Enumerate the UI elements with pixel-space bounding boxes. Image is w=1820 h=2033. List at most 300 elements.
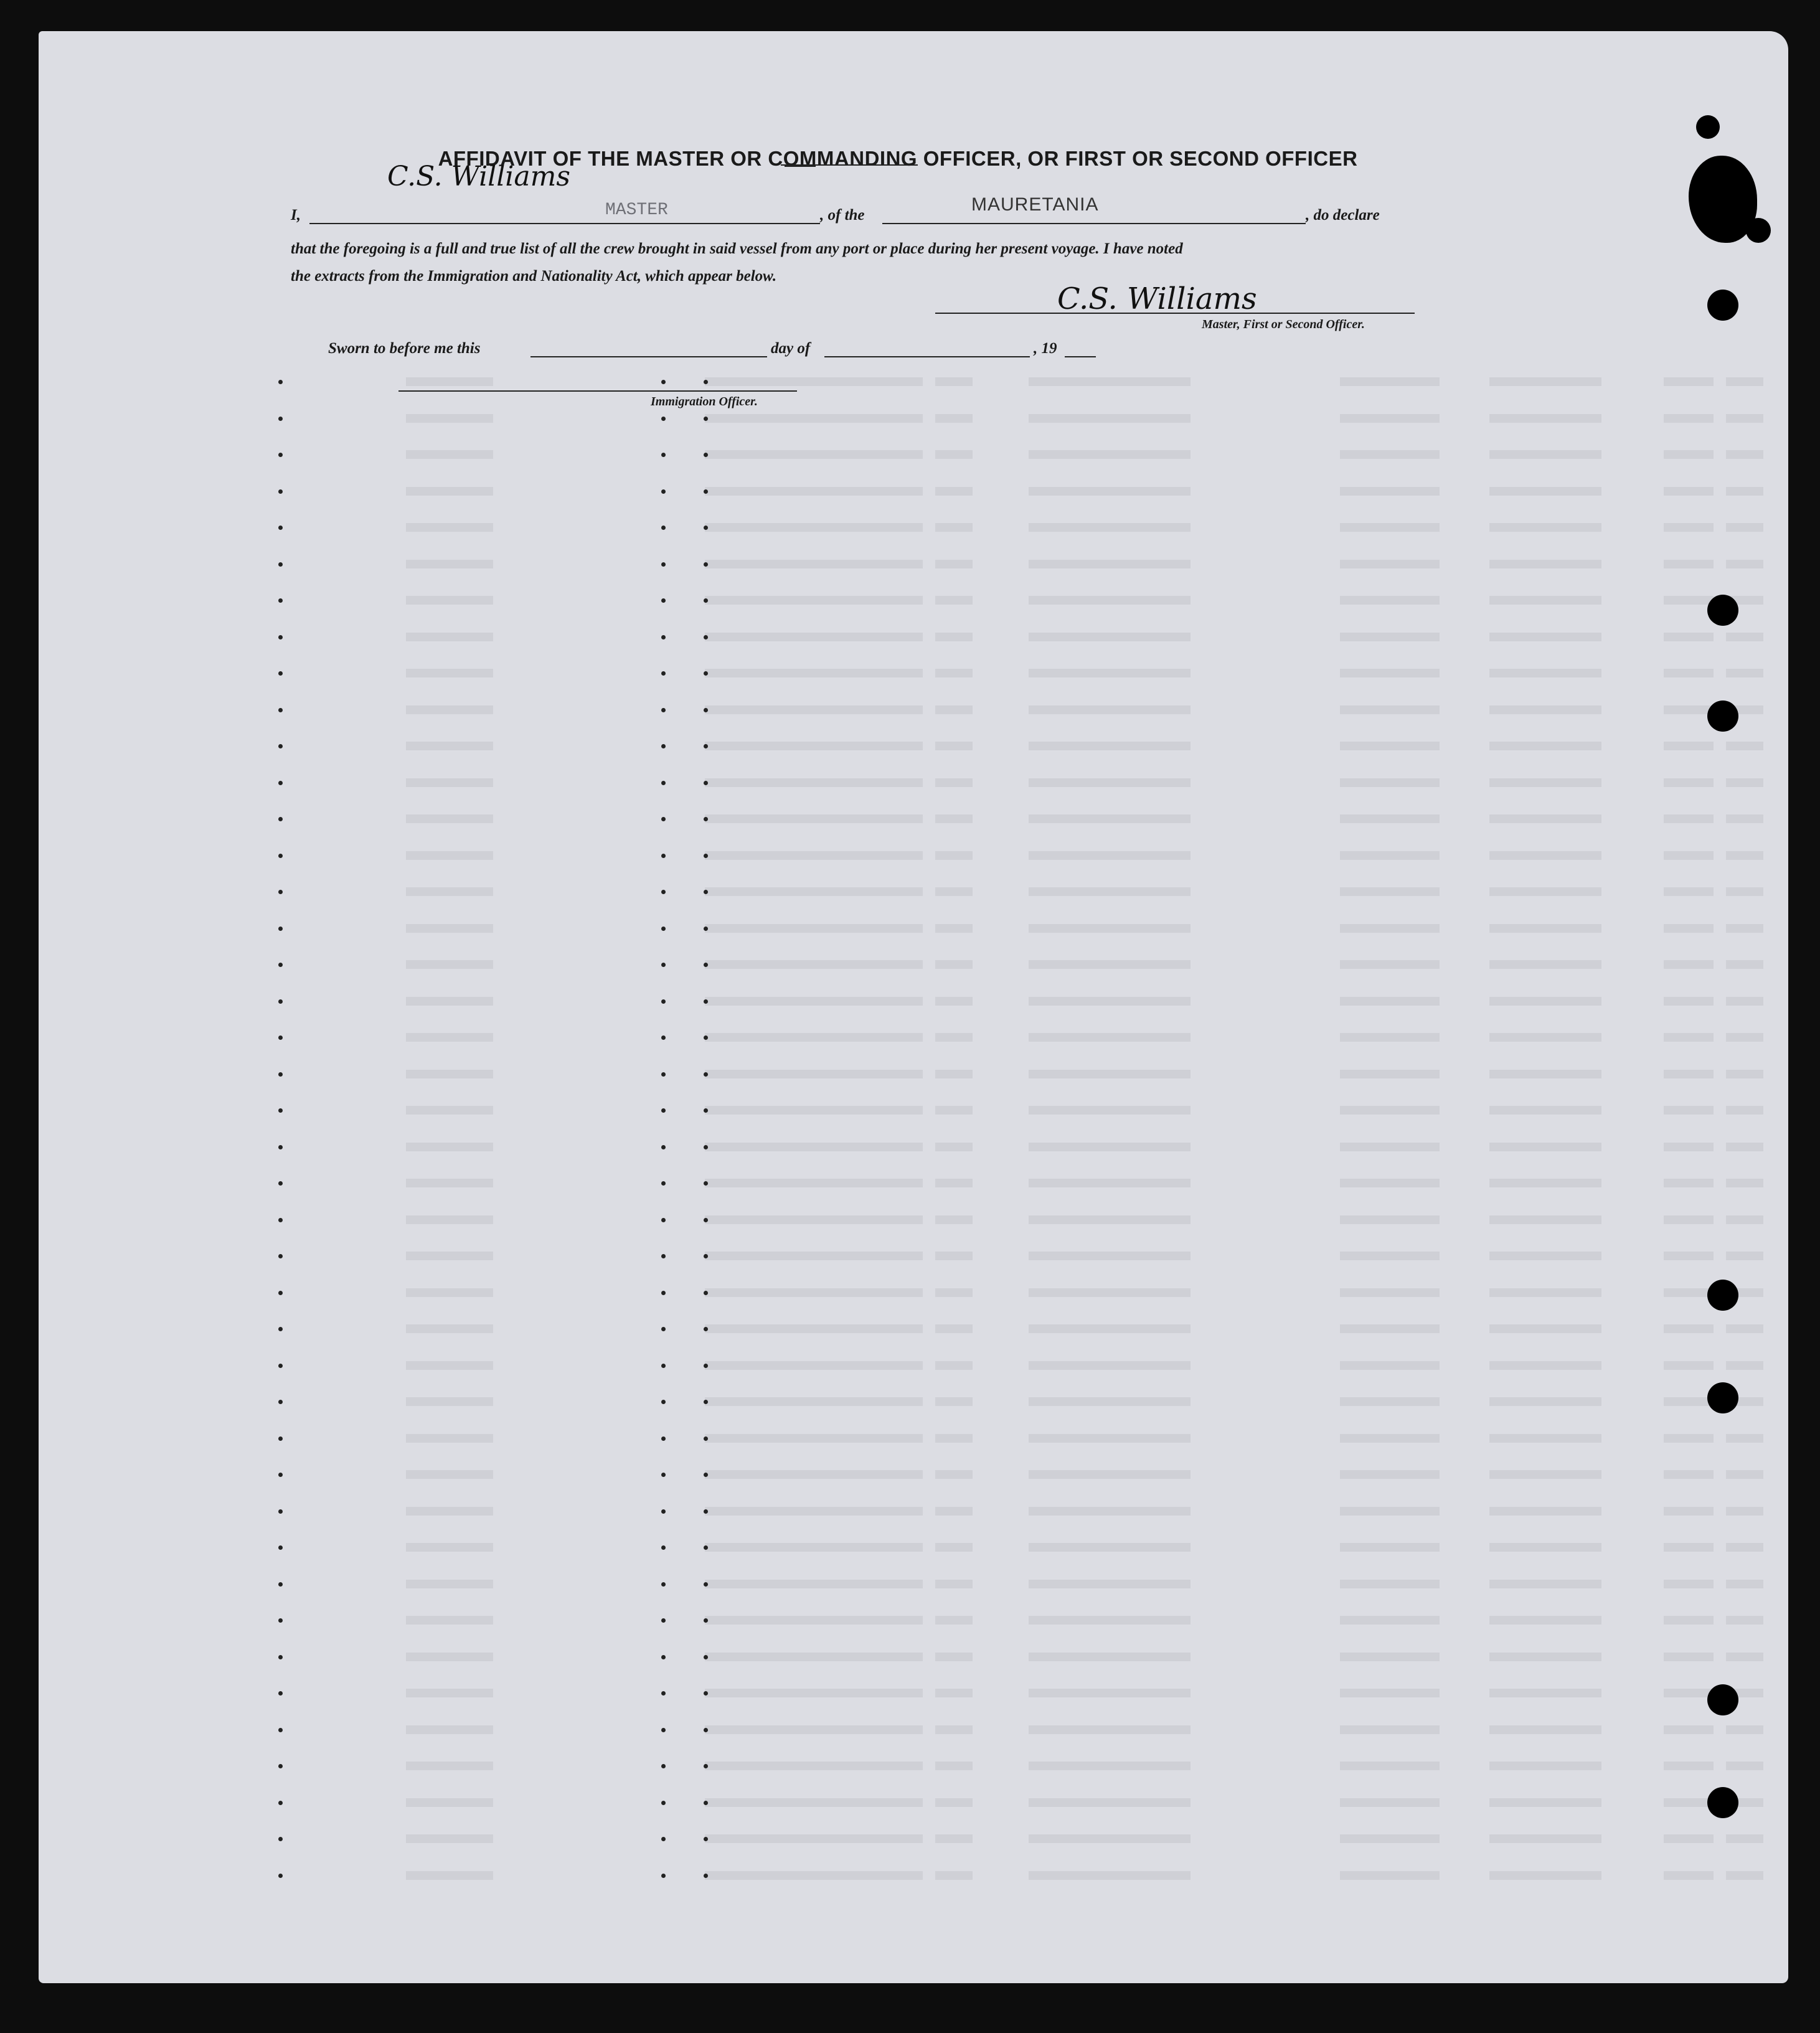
bleed-through-mark xyxy=(1664,887,1714,896)
bleed-through-mark xyxy=(1340,1689,1440,1697)
row-mark xyxy=(278,1400,283,1404)
row-mark xyxy=(661,453,666,457)
bleed-through-mark xyxy=(406,450,493,459)
bleed-through-mark xyxy=(1489,1653,1601,1661)
bleed-through-mark xyxy=(1489,1179,1601,1187)
bleed-through-mark xyxy=(1029,1580,1191,1588)
bleed-through-mark xyxy=(935,487,973,496)
punch-hole xyxy=(1707,1684,1738,1715)
bleed-through-mark xyxy=(406,1725,493,1734)
bleed-through-mark xyxy=(1340,633,1440,641)
bleed-through-mark xyxy=(406,1324,493,1333)
bleed-through-mark xyxy=(1029,1215,1191,1224)
bleed-through-mark xyxy=(406,633,493,641)
bleed-through-mark xyxy=(935,705,973,714)
bleed-through-mark xyxy=(1029,1507,1191,1516)
bleed-through-mark xyxy=(1664,1106,1714,1115)
bleed-through-mark xyxy=(1340,1033,1440,1042)
bleed-through-row xyxy=(306,1793,1738,1814)
row-mark xyxy=(704,1436,708,1441)
bleed-through-mark xyxy=(935,414,973,423)
bleed-through-mark xyxy=(406,377,493,386)
bleed-through-mark xyxy=(705,1324,798,1333)
bleed-through-mark xyxy=(406,596,493,605)
row-mark xyxy=(704,1764,708,1768)
row-mark xyxy=(278,1509,283,1514)
row-mark xyxy=(704,453,708,457)
row-mark xyxy=(704,927,708,931)
bleed-through-mark xyxy=(798,487,923,496)
bleed-through-mark xyxy=(1340,1252,1440,1260)
row-mark xyxy=(278,1545,283,1550)
bleed-through-mark xyxy=(1489,1580,1601,1588)
row-mark xyxy=(278,1108,283,1113)
bleed-through-mark xyxy=(705,523,798,532)
bleed-through-mark xyxy=(798,1252,923,1260)
bleed-through-mark xyxy=(935,1397,973,1406)
bleed-through-mark xyxy=(1726,1033,1763,1042)
bleed-through-row xyxy=(306,1319,1738,1341)
bleed-through-mark xyxy=(1726,669,1763,677)
row-mark xyxy=(661,1364,666,1368)
row-mark xyxy=(278,1436,283,1441)
bleed-through-mark xyxy=(705,1725,798,1734)
bleed-through-mark xyxy=(1664,1653,1714,1661)
bleed-through-mark xyxy=(935,997,973,1006)
bleed-through-mark xyxy=(1664,1397,1714,1406)
row-mark xyxy=(661,1254,666,1258)
row-mark xyxy=(661,417,666,421)
bleed-through-mark xyxy=(1664,1252,1714,1260)
bleed-through-mark xyxy=(1664,1762,1714,1770)
bleed-through-mark xyxy=(798,596,923,605)
bleed-through-row xyxy=(306,1502,1738,1523)
row-mark xyxy=(704,635,708,639)
bleed-through-mark xyxy=(1340,851,1440,860)
bleed-through-mark xyxy=(1489,1070,1601,1078)
bleed-through-mark xyxy=(1726,1834,1763,1843)
bleed-through-mark xyxy=(798,887,923,896)
bleed-through-mark xyxy=(1489,414,1601,423)
bleed-through-row xyxy=(306,445,1738,466)
bleed-through-mark xyxy=(935,1653,973,1661)
bleed-through-mark xyxy=(935,1762,973,1770)
row-mark xyxy=(704,744,708,748)
bleed-through-mark xyxy=(1726,1871,1763,1880)
bleed-through-mark xyxy=(705,1653,798,1661)
bleed-through-mark xyxy=(1489,814,1601,823)
bleed-through-mark xyxy=(1340,1470,1440,1479)
row-mark xyxy=(704,1327,708,1331)
bleed-through-row xyxy=(306,1757,1738,1778)
row-mark xyxy=(704,708,708,712)
row-mark xyxy=(661,1728,666,1732)
bleed-through-mark xyxy=(1489,1871,1601,1880)
bleed-through-mark xyxy=(705,1580,798,1588)
bleed-through-mark xyxy=(798,1798,923,1807)
signature-line xyxy=(935,313,1415,314)
bleed-through-mark xyxy=(1029,633,1191,641)
row-mark xyxy=(704,1618,708,1623)
bleed-through-mark xyxy=(406,1179,493,1187)
bleed-through-row xyxy=(306,809,1738,831)
bleed-through-mark xyxy=(1664,1616,1714,1625)
bleed-through-row xyxy=(306,1866,1738,1887)
bleed-through-mark xyxy=(406,1616,493,1625)
bleed-through-mark xyxy=(406,851,493,860)
bleed-through-mark xyxy=(1726,1507,1763,1516)
row-mark xyxy=(704,1181,708,1186)
bleed-through-mark xyxy=(935,1070,973,1078)
bleed-through-mark xyxy=(1340,1762,1440,1770)
bleed-through-row xyxy=(306,1356,1738,1377)
bleed-through-mark xyxy=(1489,1324,1601,1333)
bleed-through-mark xyxy=(798,742,923,750)
row-mark xyxy=(278,927,283,931)
bleed-through-mark xyxy=(1029,705,1191,714)
punch-hole xyxy=(1707,290,1738,321)
bleed-through-mark xyxy=(1340,742,1440,750)
bleed-through-row xyxy=(306,518,1738,539)
bleed-through-mark xyxy=(1726,1543,1763,1552)
bleed-through-mark xyxy=(1340,1288,1440,1297)
row-mark xyxy=(704,1655,708,1659)
bleed-through-mark xyxy=(1726,924,1763,933)
row-mark xyxy=(704,489,708,494)
bleed-through-mark xyxy=(1029,487,1191,496)
bleed-through-mark xyxy=(1029,1033,1191,1042)
row-mark xyxy=(278,1254,283,1258)
row-mark xyxy=(661,598,666,603)
signature-bottom: C.S. Williams xyxy=(1057,281,1257,316)
bleed-through-mark xyxy=(1340,1143,1440,1151)
row-mark xyxy=(704,526,708,530)
bleed-through-mark xyxy=(1029,742,1191,750)
bleed-through-mark xyxy=(1726,523,1763,532)
row-mark xyxy=(661,999,666,1004)
bleed-through-row xyxy=(306,992,1738,1013)
row-mark xyxy=(704,1291,708,1295)
bleed-through-mark xyxy=(705,1434,798,1443)
bleed-through-mark xyxy=(1340,887,1440,896)
bleed-through-mark xyxy=(1029,924,1191,933)
bleed-through-mark xyxy=(798,1543,923,1552)
row-mark xyxy=(661,380,666,384)
bleed-through-mark xyxy=(406,705,493,714)
bleed-through-mark xyxy=(705,669,798,677)
bleed-through-mark xyxy=(1726,1434,1763,1443)
row-mark xyxy=(704,854,708,858)
bleed-through-mark xyxy=(935,1324,973,1333)
bleed-through-row xyxy=(306,1138,1738,1159)
bleed-through-row xyxy=(306,737,1738,758)
bleed-through-mark xyxy=(705,1834,798,1843)
bleed-through-mark xyxy=(1664,669,1714,677)
statement-line-2: the extracts from the Immigration and Nationality Act, which appear below. xyxy=(291,268,777,285)
bleed-through-row xyxy=(306,409,1738,430)
bleed-through-mark xyxy=(1340,414,1440,423)
bleed-through-mark xyxy=(1664,742,1714,750)
bleed-through-mark xyxy=(1664,814,1714,823)
vessel-stamp: MAURETANIA xyxy=(971,194,1099,215)
i-label: I, xyxy=(291,207,301,224)
bleed-through-mark xyxy=(1664,377,1714,386)
bleed-through-mark xyxy=(1340,778,1440,787)
bleed-through-mark xyxy=(1664,1324,1714,1333)
row-mark xyxy=(278,1582,283,1587)
bleed-through-mark xyxy=(798,1215,923,1224)
bleed-through-row xyxy=(306,1028,1738,1049)
rank-typed: MASTER xyxy=(605,200,668,220)
bleed-through-mark xyxy=(1029,960,1191,969)
ink-blot xyxy=(1696,115,1720,139)
bleed-through-mark xyxy=(1029,560,1191,568)
row-mark xyxy=(661,854,666,858)
bleed-through-mark xyxy=(406,814,493,823)
bleed-through-mark xyxy=(935,1798,973,1807)
bleed-through-mark xyxy=(1664,1288,1714,1297)
bleed-through-mark xyxy=(1489,997,1601,1006)
bleed-through-row xyxy=(306,1429,1738,1450)
bleed-through-mark xyxy=(1664,1070,1714,1078)
row-mark xyxy=(278,854,283,858)
bleed-through-mark xyxy=(1340,1543,1440,1552)
bleed-through-mark xyxy=(1664,1725,1714,1734)
bleed-through-mark xyxy=(1340,1580,1440,1588)
bleed-through-mark xyxy=(1340,523,1440,532)
bleed-through-mark xyxy=(406,960,493,969)
bleed-through-mark xyxy=(1726,1762,1763,1770)
bleed-through-mark xyxy=(1340,997,1440,1006)
bleed-through-mark xyxy=(705,1252,798,1260)
bleed-through-mark xyxy=(798,1689,923,1697)
bleed-through-mark xyxy=(1340,1106,1440,1115)
bleed-through-mark xyxy=(1726,1252,1763,1260)
bleed-through-mark xyxy=(1726,1143,1763,1151)
bleed-through-mark xyxy=(1029,1543,1191,1552)
row-mark xyxy=(278,1364,283,1368)
bleed-through-mark xyxy=(935,1215,973,1224)
bleed-through-mark xyxy=(798,1361,923,1370)
row-mark xyxy=(278,1327,283,1331)
bleed-through-mark xyxy=(1489,1288,1601,1297)
bleed-through-mark xyxy=(705,596,798,605)
row-mark xyxy=(278,1618,283,1623)
bleed-through-mark xyxy=(1489,1215,1601,1224)
bleed-through-mark xyxy=(1664,1434,1714,1443)
bleed-through-mark xyxy=(1489,633,1601,641)
bleed-through-mark xyxy=(1664,633,1714,641)
bleed-through-mark xyxy=(1489,924,1601,933)
bleed-through-mark xyxy=(406,1106,493,1115)
bleed-through-row xyxy=(306,628,1738,649)
bleed-through-row xyxy=(306,1174,1738,1195)
bleed-through-mark xyxy=(1489,705,1601,714)
row-mark xyxy=(661,817,666,821)
bleed-through-mark xyxy=(1726,377,1763,386)
row-mark xyxy=(661,1764,666,1768)
bleed-through-mark xyxy=(798,633,923,641)
bleed-through-mark xyxy=(705,1397,798,1406)
row-mark xyxy=(661,1108,666,1113)
day-of-label: day of xyxy=(771,340,811,357)
bleed-through-row xyxy=(306,1575,1738,1596)
bleed-through-mark xyxy=(406,1689,493,1697)
bleed-through-mark xyxy=(1029,1397,1191,1406)
bleed-through-row xyxy=(306,1684,1738,1705)
bleed-through-mark xyxy=(705,1543,798,1552)
of-the-label: , of the xyxy=(820,207,865,224)
bleed-through-mark xyxy=(798,377,923,386)
row-mark xyxy=(661,1801,666,1805)
bleed-through-row xyxy=(306,882,1738,903)
bleed-through-mark xyxy=(705,778,798,787)
bleed-through-mark xyxy=(1664,1543,1714,1552)
punch-hole xyxy=(1707,1280,1738,1311)
bleed-through-mark xyxy=(1726,1580,1763,1588)
bleed-through-mark xyxy=(935,450,973,459)
bleed-through-mark xyxy=(1489,487,1601,496)
row-mark xyxy=(704,1254,708,1258)
bleed-through-mark xyxy=(406,1834,493,1843)
bleed-through-mark xyxy=(798,960,923,969)
bleed-through-mark xyxy=(1029,1143,1191,1151)
bleed-through-mark xyxy=(705,1215,798,1224)
row-mark xyxy=(704,1545,708,1550)
bleed-through-mark xyxy=(406,742,493,750)
bleed-through-mark xyxy=(406,1397,493,1406)
statement-line-1: that the foregoing is a full and true list of all the crew brought in said vessel from any port or place during her present voyage. I have noted xyxy=(291,240,1183,257)
bleed-through-row xyxy=(306,1720,1738,1742)
bleed-through-mark xyxy=(1664,523,1714,532)
bleed-through-mark xyxy=(406,1434,493,1443)
bleed-through-mark xyxy=(798,814,923,823)
bleed-through-mark xyxy=(935,778,973,787)
bleed-through-mark xyxy=(705,560,798,568)
bleed-through-mark xyxy=(406,669,493,677)
row-mark xyxy=(661,489,666,494)
bleed-through-mark xyxy=(935,924,973,933)
row-mark xyxy=(704,562,708,567)
row-mark xyxy=(661,1218,666,1222)
bleed-through-mark xyxy=(1029,377,1191,386)
bleed-through-row xyxy=(306,1392,1738,1413)
bleed-through-mark xyxy=(705,887,798,896)
bleed-through-mark xyxy=(705,851,798,860)
bleed-through-mark xyxy=(1489,960,1601,969)
affidavit-title: AFFIDAVIT OF THE MASTER OR COMMANDING OFFICER, OR FIRST OR SECOND OFFICER xyxy=(438,147,1358,170)
bleed-through-mark xyxy=(705,1033,798,1042)
bleed-through-row xyxy=(306,846,1738,867)
bleed-through-mark xyxy=(1489,1470,1601,1479)
ink-blot xyxy=(1746,218,1771,243)
row-mark xyxy=(661,744,666,748)
name-line xyxy=(309,223,820,224)
bleed-through-mark xyxy=(1489,1361,1601,1370)
bleed-through-mark xyxy=(935,851,973,860)
row-mark xyxy=(704,1509,708,1514)
bleed-through-mark xyxy=(1726,960,1763,969)
bleed-through-mark xyxy=(1489,1543,1601,1552)
bleed-through-mark xyxy=(1726,560,1763,568)
bleed-through-mark xyxy=(1029,1653,1191,1661)
bleed-through-mark xyxy=(798,1070,923,1078)
bleed-through-mark xyxy=(1029,1725,1191,1734)
bleed-through-mark xyxy=(1340,1616,1440,1625)
row-mark xyxy=(278,817,283,821)
bleed-through-mark xyxy=(1664,924,1714,933)
bleed-through-mark xyxy=(1029,1288,1191,1297)
punch-hole xyxy=(1707,700,1738,732)
bleed-through-mark xyxy=(1664,1871,1714,1880)
bleed-through-mark xyxy=(705,1106,798,1115)
bleed-through-mark xyxy=(1726,1616,1763,1625)
bleed-through-mark xyxy=(798,997,923,1006)
row-mark xyxy=(661,1837,666,1841)
row-mark xyxy=(704,1801,708,1805)
bleed-through-mark xyxy=(705,1361,798,1370)
bleed-through-mark xyxy=(1726,742,1763,750)
row-mark xyxy=(704,1218,708,1222)
bleed-through-mark xyxy=(1664,560,1714,568)
bleed-through-mark xyxy=(1340,1834,1440,1843)
row-mark xyxy=(661,1291,666,1295)
bleed-through-mark xyxy=(1726,1106,1763,1115)
bleed-through-mark xyxy=(406,1762,493,1770)
bleed-through-mark xyxy=(705,414,798,423)
bleed-through-mark xyxy=(798,1725,923,1734)
bleed-through-row xyxy=(306,1538,1738,1559)
bleed-through-mark xyxy=(1664,1798,1714,1807)
bleed-through-mark xyxy=(935,887,973,896)
bleed-through-mark xyxy=(406,1798,493,1807)
bleed-through-mark xyxy=(705,1762,798,1770)
bleed-through-mark xyxy=(798,1033,923,1042)
bleed-through-mark xyxy=(1029,851,1191,860)
bleed-through-mark xyxy=(1340,1397,1440,1406)
bleed-through-mark xyxy=(406,997,493,1006)
bleed-through-mark xyxy=(1726,1215,1763,1224)
document-page xyxy=(39,31,1788,1983)
bleed-through-mark xyxy=(1664,450,1714,459)
bleed-through-mark xyxy=(798,1179,923,1187)
bleed-through-mark xyxy=(1029,1179,1191,1187)
bleed-through-mark xyxy=(1726,1470,1763,1479)
bleed-through-mark xyxy=(798,414,923,423)
bleed-through-mark xyxy=(1029,450,1191,459)
row-mark xyxy=(704,963,708,967)
row-mark xyxy=(704,1691,708,1696)
bleed-through-mark xyxy=(798,1434,923,1443)
bleed-through-mark xyxy=(1340,705,1440,714)
bleed-through-mark xyxy=(1029,1762,1191,1770)
sworn-label: Sworn to before me this xyxy=(328,340,481,357)
bleed-through-row xyxy=(306,1101,1738,1122)
bleed-through-mark xyxy=(406,487,493,496)
bleed-through-mark xyxy=(1489,778,1601,787)
row-mark xyxy=(278,598,283,603)
row-mark xyxy=(704,1582,708,1587)
row-mark xyxy=(704,890,708,894)
bleed-through-mark xyxy=(935,1434,973,1443)
bleed-through-mark xyxy=(1489,1033,1601,1042)
bleed-through-row xyxy=(306,1611,1738,1632)
bleed-through-mark xyxy=(1340,1653,1440,1661)
bleed-through-mark xyxy=(1489,742,1601,750)
row-mark xyxy=(661,708,666,712)
punch-hole xyxy=(1707,1382,1738,1413)
row-mark xyxy=(278,1874,283,1878)
